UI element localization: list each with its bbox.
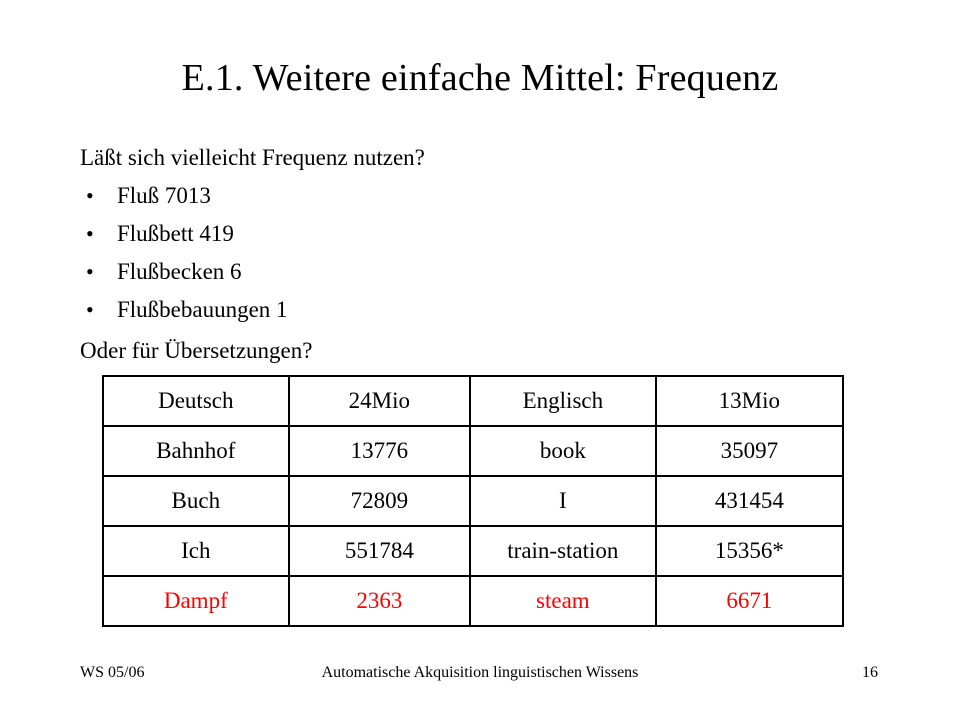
table-row	[103, 476, 843, 526]
slide-title: E.1. Weitere einfache Mittel: Frequenz	[181, 57, 779, 99]
table-cell: train-station	[470, 526, 656, 576]
table-cell: 551784	[289, 526, 470, 576]
table-cell-highlighted: 6671	[656, 576, 843, 626]
outro-question: Oder für Übersetzungen?	[80, 338, 313, 363]
bullet-text: Flußbecken 6	[117, 259, 242, 284]
bullet-icon: •	[86, 183, 94, 208]
table-cell: Buch	[103, 476, 289, 526]
table-cell: book	[470, 426, 656, 476]
table-cell: 72809	[289, 476, 470, 526]
table-cell-highlighted: steam	[470, 576, 656, 626]
bullet-item	[80, 291, 288, 329]
frequency-bullet-list	[80, 177, 288, 329]
table-cell: Bahnhof	[103, 426, 289, 476]
table-cell-highlighted: 2363	[289, 576, 470, 626]
table-cell: Deutsch	[103, 376, 289, 426]
bullet-item	[80, 177, 288, 215]
footer-semester: WS 05/06	[80, 664, 145, 681]
footer-course-title: Automatische Akquisition linguistischen Wissens	[321, 664, 639, 681]
bullet-icon: •	[86, 259, 94, 284]
bullet-text: Flußbett 419	[117, 221, 234, 246]
bullet-text: Fluß 7013	[117, 183, 211, 208]
table-cell: I	[470, 476, 656, 526]
table-header-row	[103, 376, 843, 426]
table-cell: 15356*	[656, 526, 843, 576]
table-cell: 431454	[656, 476, 843, 526]
bullet-item	[80, 215, 288, 253]
table-cell: 35097	[656, 426, 843, 476]
table-cell: Englisch	[470, 376, 656, 426]
bullet-item	[80, 253, 288, 291]
bullet-icon: •	[86, 221, 94, 246]
bullet-icon: •	[86, 297, 94, 322]
footer-page-number: 16	[862, 664, 878, 681]
table-cell-highlighted: Dampf	[103, 576, 289, 626]
intro-question: Läßt sich vielleicht Frequenz nutzen?	[80, 145, 425, 170]
frequency-table	[102, 375, 844, 627]
table-cell: 13Mio	[656, 376, 843, 426]
table-cell: 13776	[289, 426, 470, 476]
table-row	[103, 526, 843, 576]
bullet-text: Flußbebauungen 1	[117, 297, 288, 322]
table-row	[103, 426, 843, 476]
table-row-highlighted	[103, 576, 843, 626]
table-cell: 24Mio	[289, 376, 470, 426]
table-cell: Ich	[103, 526, 289, 576]
